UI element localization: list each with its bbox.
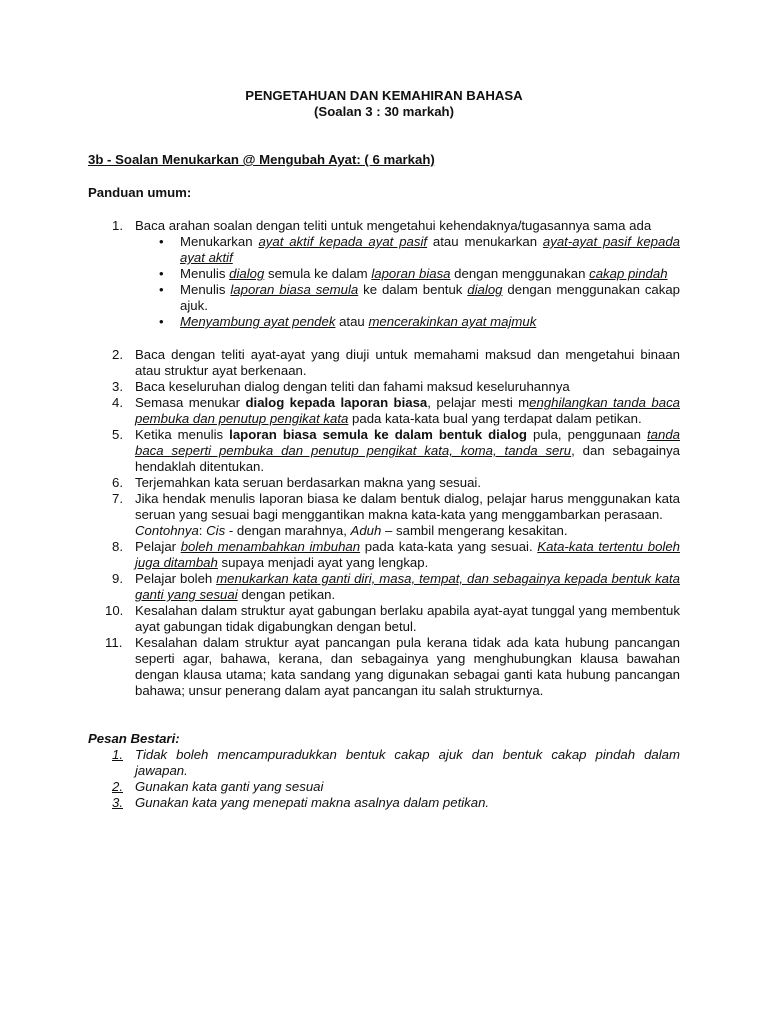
list-item: 9. Pelajar boleh menukarkan kata ganti diri, masa, tempat, dan sebagainya kepada bentuk kata ganti yang sesuai dengan petikan.: [112, 571, 680, 602]
list-item: 7. Jika hendak menulis laporan biasa ke dalam bentuk dialog, pelajar harus menggunakan kata seruan yang sesuai bagi menggantikan makna kata-kata yang menggambarkan perasaan. Contohnya: Cis - dengan marahnya, Aduh – sambil mengerang kesakitan.: [112, 491, 680, 538]
list-item: 3. Gunakan kata yang menepati makna asalnya dalam petikan.: [112, 795, 490, 810]
item-text: Baca arahan soalan dengan teliti untuk mengetahui kehendaknya/tugasannya sama ada: [135, 218, 652, 233]
list-item: 6. Terjemahkan kata seruan berdasarkan makna yang sesuai.: [112, 475, 482, 490]
document-subtitle: (Soalan 3 : 30 markah): [314, 104, 454, 119]
list-item: 2. Gunakan kata ganti yang sesuai: [112, 779, 324, 794]
list-item: 11. Kesalahan dalam struktur ayat pancangan pula kerana tidak ada kata hubung pancangan seperti agar, bahawa, kerana, dan sebagainya yang menghubungkan klausa bawahan dengan klausa utama; kata sandang yang digunakan sebagai ganti kata hubung pancangan bahawa; unsur penerang dalam ayat pancangan itu salah strukturnya.: [105, 635, 680, 698]
list-item: 2. Baca dengan teliti ayat-ayat yang diuji untuk memahami maksud dan mengetahui binaan atau struktur ayat berkenaan.: [112, 347, 680, 378]
list-item: 5. Ketika menulis laporan biasa semula ke dalam bentuk dialog pula, penggunaan tanda baca seperti pembuka dan penutup pengikat kata, koma, tanda seru, dan sebagainya hendaklah ditentukan.: [112, 427, 681, 474]
document-title: PENGETAHUAN DAN KEMAHIRAN BAHASA: [245, 88, 523, 103]
section-heading: 3b - Soalan Menukarkan @ Mengubah Ayat: ( 6 markah): [88, 152, 435, 167]
item-number: 1.: [112, 218, 123, 233]
bullet-item: • Menyambung ayat pendek atau mencerakinkan ayat majmuk: [135, 314, 680, 330]
list-item: 4. Semasa menukar dialog kepada laporan biasa, pelajar mesti menghilangkan tanda baca pembuka dan penutup pengikat kata pada kata-kata bual yang terdapat dalam petikan.: [112, 395, 681, 426]
bullet-item: • Menulis dialog semula ke dalam laporan biasa dengan menggunakan cakap pindah: [135, 266, 680, 282]
panduan-heading: Panduan umum:: [88, 185, 192, 200]
guideline-list: [88, 218, 680, 699]
list-item: [88, 218, 680, 347]
list-item: 1. Tidak boleh mencampuradukkan bentuk cakap ajuk dan bentuk cakap pindah dalam jawapan.: [112, 747, 680, 778]
list-item: 10. Kesalahan dalam struktur ayat gabungan berlaku apabila ayat-ayat tunggal yang membentuk ayat gabungan tidak digabungkan dengan betul.: [105, 603, 680, 634]
bullet-item: • Menulis laporan biasa semula ke dalam bentuk dialog dengan menggunakan cakap ajuk.: [135, 282, 680, 314]
task-bullets: [135, 234, 680, 330]
list-item: 3. Baca keseluruhan dialog dengan teliti dan fahami maksud keseluruhannya: [112, 379, 570, 394]
bullet-item: • Menukarkan ayat aktif kepada ayat pasif atau menukarkan ayat-ayat pasif kepada ayat aktif: [135, 234, 680, 266]
list-item: 8. Pelajar boleh menambahkan imbuhan pada kata-kata yang sesuai. Kata-kata tertentu boleh juga ditambah supaya menjadi ayat yang lengkap.: [112, 539, 681, 570]
pesan-list: [88, 747, 680, 811]
pesan-heading: Pesan Bestari:: [88, 731, 180, 746]
